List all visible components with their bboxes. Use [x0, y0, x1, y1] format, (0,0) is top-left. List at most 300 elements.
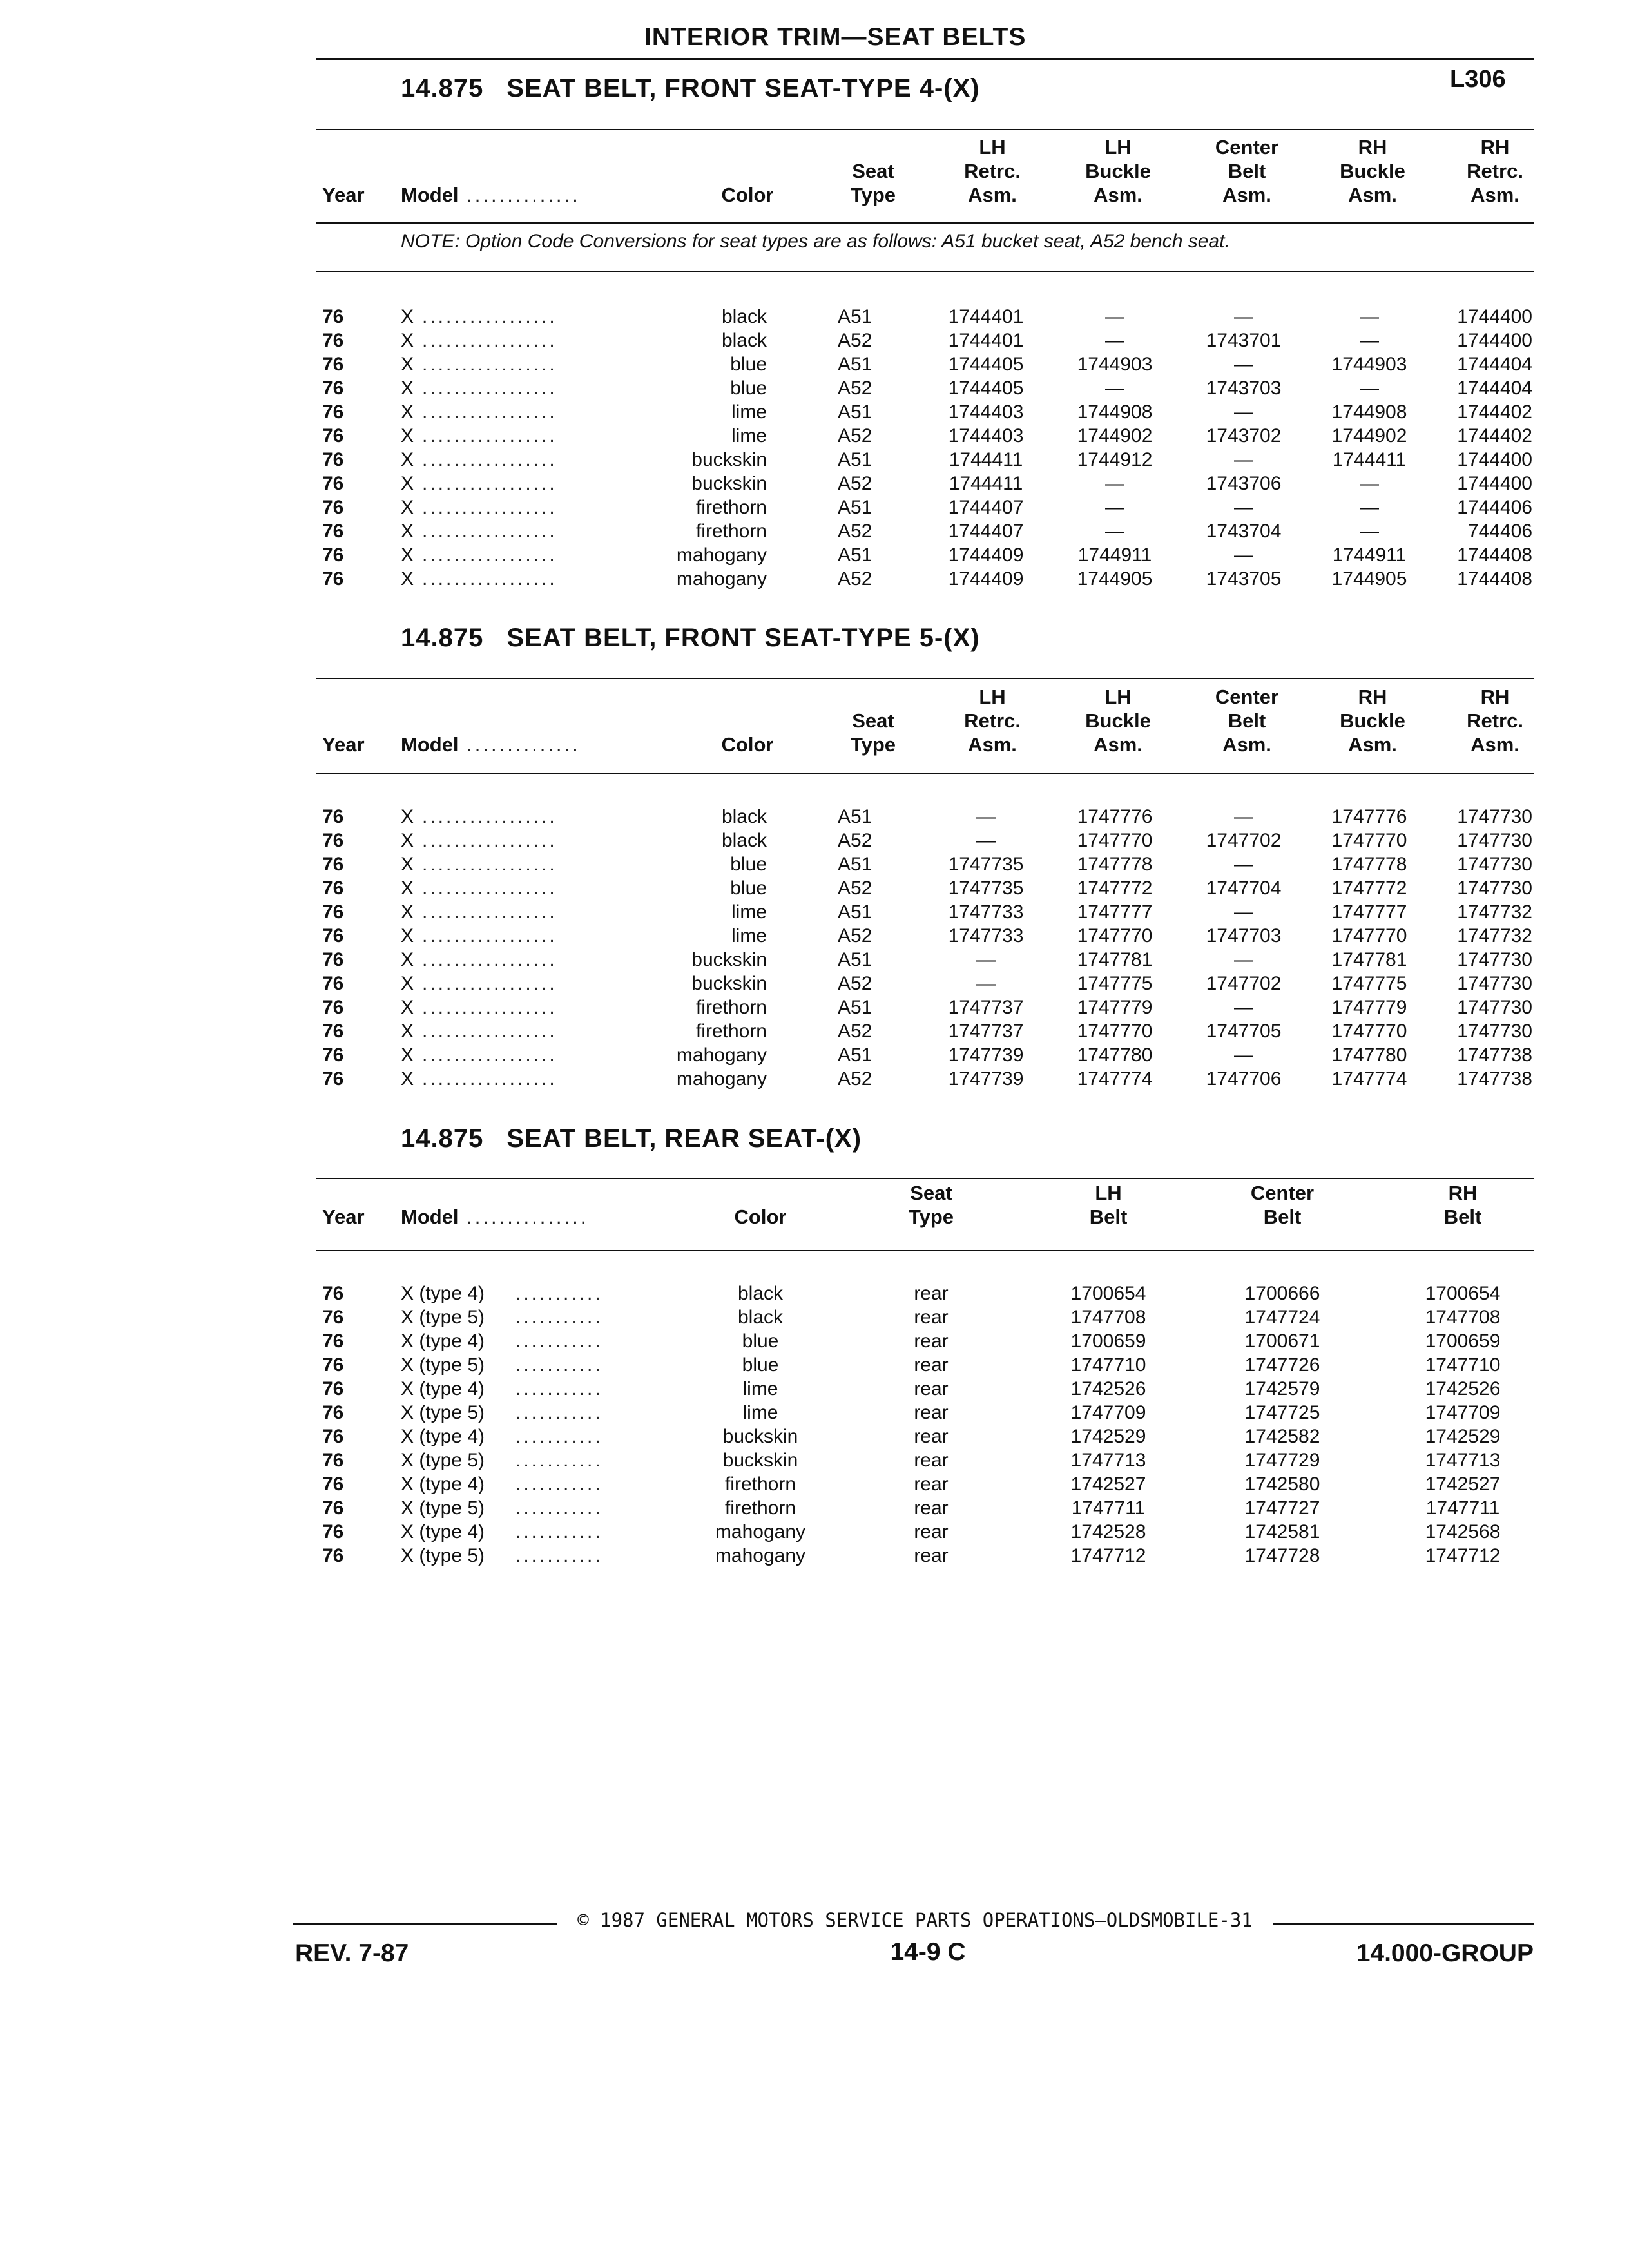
- row-seat-type: A51: [838, 901, 872, 923]
- row-color: black: [721, 306, 767, 327]
- row-color: buckskin: [722, 1450, 798, 1471]
- row-rh-buckle: 1747780: [1331, 1044, 1407, 1066]
- row-lh-retrc: —: [976, 949, 996, 970]
- footer-rule-left: [293, 1923, 557, 1925]
- column-header-rh-retrc: Retrc.: [1467, 709, 1523, 732]
- row-year: 76: [322, 1354, 344, 1376]
- row-rh-buckle: —: [1360, 473, 1379, 494]
- row-model: X (type 4): [401, 1378, 485, 1399]
- row-year: 76: [322, 521, 344, 542]
- row-lh-buckle: —: [1105, 521, 1124, 542]
- column-header-rh-buckle: Asm.: [1348, 733, 1397, 756]
- row-lh-belt: 1747713: [1070, 1450, 1146, 1471]
- leader-dots: .................: [422, 425, 557, 447]
- row-center-belt: 1700671: [1244, 1331, 1320, 1352]
- row-model: X: [401, 521, 414, 542]
- column-header-center-belt: Asm.: [1222, 184, 1271, 206]
- row-seat-type: A52: [838, 473, 872, 494]
- column-header-rh-belt: Belt: [1443, 1206, 1482, 1228]
- row-year: 76: [322, 1378, 344, 1399]
- row-seat-type: A51: [838, 401, 872, 423]
- column-header-seat-type: Type: [850, 184, 896, 206]
- note-rule: [316, 271, 1534, 272]
- leader-dots: ...........: [516, 1283, 603, 1304]
- column-header-rh-belt: RH: [1448, 1182, 1478, 1204]
- row-lh-retrc: 1744401: [948, 330, 1024, 351]
- row-lh-retrc: 1747737: [948, 1021, 1024, 1042]
- row-lh-belt: 1747711: [1071, 1497, 1146, 1519]
- row-color: buckskin: [691, 973, 767, 994]
- row-model: X: [401, 878, 414, 899]
- row-lh-belt: 1742526: [1070, 1378, 1146, 1399]
- leader-dots: .................: [422, 1068, 557, 1090]
- leader-dots: ..............: [458, 733, 581, 756]
- row-lh-retrc: 1744411: [949, 449, 1023, 470]
- row-rh-belt: 1700654: [1425, 1283, 1501, 1304]
- row-year: 76: [322, 378, 344, 399]
- row-lh-buckle: 1744912: [1077, 449, 1153, 470]
- row-rh-belt: 1700659: [1425, 1331, 1501, 1352]
- column-header-lh-retrc: Asm.: [968, 733, 1017, 756]
- row-model: X: [401, 806, 414, 827]
- row-year: 76: [322, 1331, 344, 1352]
- row-lh-belt: 1742528: [1070, 1521, 1146, 1542]
- row-seat-type: A52: [838, 330, 872, 351]
- row-rh-belt: 1742527: [1425, 1474, 1501, 1495]
- section-title-rear: [401, 1124, 885, 1153]
- row-lh-retrc: 1744405: [948, 378, 1024, 399]
- row-model: X: [401, 997, 414, 1018]
- row-lh-retrc: 1744403: [948, 425, 1024, 447]
- row-center-belt: 1747702: [1206, 973, 1282, 994]
- row-rh-buckle: 1747775: [1331, 973, 1407, 994]
- row-seat-type: rear: [914, 1307, 949, 1328]
- row-color: firethorn: [695, 497, 767, 518]
- model-label: Model: [401, 184, 459, 206]
- leader-dots: .................: [422, 1021, 557, 1042]
- row-rh-retrc: 1747732: [1457, 901, 1532, 923]
- column-header-lh-retrc: LH: [979, 686, 1006, 708]
- row-model: X (type 5): [401, 1402, 485, 1423]
- column-header-lh-buckle: Buckle: [1085, 709, 1151, 732]
- column-header-lh-buckle: LH: [1104, 136, 1132, 159]
- row-color: firethorn: [724, 1474, 796, 1495]
- column-header-rh-buckle: RH: [1358, 686, 1387, 708]
- row-rh-retrc: 1747730: [1457, 854, 1532, 875]
- row-model: X (type 5): [401, 1307, 485, 1328]
- row-color: mahogany: [676, 568, 767, 590]
- row-lh-buckle: 1747781: [1077, 949, 1153, 970]
- row-year: 76: [322, 854, 344, 875]
- row-lh-retrc: —: [976, 830, 996, 851]
- column-header-rh-retrc: RH: [1480, 136, 1510, 159]
- column-header-rh-retrc: Asm.: [1470, 184, 1519, 206]
- row-center-belt: —: [1234, 306, 1253, 327]
- row-year: 76: [322, 806, 344, 827]
- row-center-belt: 1742579: [1244, 1378, 1320, 1399]
- table-top-rule: [316, 129, 1534, 130]
- row-year: 76: [322, 306, 344, 327]
- leader-dots: ...........: [516, 1545, 603, 1566]
- row-lh-buckle: 1747776: [1077, 806, 1153, 827]
- leader-dots: ...........: [516, 1402, 603, 1423]
- row-center-belt: —: [1234, 997, 1253, 1018]
- column-header-lh-buckle: Asm.: [1094, 733, 1142, 756]
- row-seat-type: rear: [914, 1354, 949, 1376]
- section-number: 14.875: [401, 74, 484, 102]
- footer-page-number: 14-9 C: [890, 1938, 966, 1966]
- row-rh-buckle: 1747778: [1331, 854, 1407, 875]
- row-model: X (type 5): [401, 1354, 485, 1376]
- row-lh-buckle: —: [1105, 378, 1124, 399]
- row-center-belt: —: [1234, 854, 1253, 875]
- row-lh-buckle: 1747774: [1077, 1068, 1153, 1090]
- column-header-lh-retrc: Retrc.: [964, 709, 1021, 732]
- row-lh-belt: 1700659: [1070, 1331, 1146, 1352]
- leader-dots: .................: [422, 401, 557, 423]
- row-lh-buckle: 1747780: [1077, 1044, 1153, 1066]
- row-rh-buckle: —: [1360, 497, 1379, 518]
- row-lh-retrc: 1747739: [948, 1068, 1024, 1090]
- row-lh-retrc: 1744411: [949, 473, 1023, 494]
- row-color: buckskin: [691, 473, 767, 494]
- row-rh-retrc: 1747730: [1457, 830, 1532, 851]
- row-lh-buckle: 1744903: [1077, 354, 1153, 375]
- row-year: 76: [322, 1307, 344, 1328]
- row-center-belt: 1747702: [1206, 830, 1282, 851]
- row-rh-belt: 1747708: [1425, 1307, 1501, 1328]
- row-lh-retrc: —: [976, 806, 996, 827]
- row-rh-retrc: 1747730: [1457, 997, 1532, 1018]
- leader-dots: .................: [422, 997, 557, 1018]
- row-seat-type: A51: [838, 997, 872, 1018]
- row-center-belt: 1742582: [1244, 1426, 1320, 1447]
- column-header-rh-buckle: Buckle: [1340, 160, 1405, 182]
- leader-dots: .................: [422, 949, 557, 970]
- section-number: 14.875: [401, 624, 484, 652]
- row-model: X: [401, 949, 414, 970]
- column-header-color: Color: [721, 733, 774, 756]
- column-header-seat-type: Seat: [852, 160, 894, 182]
- row-center-belt: 1743702: [1206, 425, 1282, 447]
- row-seat-type: A52: [838, 925, 872, 947]
- row-year: 76: [322, 354, 344, 375]
- row-seat-type: rear: [914, 1378, 949, 1399]
- row-center-belt: 1743705: [1206, 568, 1282, 590]
- row-seat-type: A52: [838, 830, 872, 851]
- column-header-lh-belt: Belt: [1089, 1206, 1128, 1228]
- leader-dots: .................: [422, 854, 557, 875]
- row-center-belt: 1747705: [1206, 1021, 1282, 1042]
- row-lh-retrc: 1747737: [948, 997, 1024, 1018]
- row-seat-type: A51: [838, 949, 872, 970]
- row-color: buckskin: [691, 949, 767, 970]
- row-color: lime: [731, 901, 767, 923]
- row-lh-buckle: —: [1105, 497, 1124, 518]
- column-header-rh-buckle: Buckle: [1340, 709, 1405, 732]
- column-header-year: Year: [322, 1206, 365, 1228]
- row-lh-buckle: 1747778: [1077, 854, 1153, 875]
- row-seat-type: A51: [838, 449, 872, 470]
- row-center-belt: —: [1234, 901, 1253, 923]
- row-color: mahogany: [676, 1068, 767, 1090]
- row-rh-retrc: 1744404: [1457, 354, 1532, 375]
- row-center-belt: 1743706: [1206, 473, 1282, 494]
- row-seat-type: A52: [838, 378, 872, 399]
- column-header-seat-type: Seat: [910, 1182, 952, 1204]
- row-model: X: [401, 901, 414, 923]
- row-color: firethorn: [695, 997, 767, 1018]
- row-year: 76: [322, 878, 344, 899]
- row-model: X: [401, 497, 414, 518]
- leader-dots: ...........: [516, 1497, 603, 1519]
- row-color: lime: [731, 425, 767, 447]
- column-header-rh-buckle: RH: [1358, 136, 1387, 159]
- row-year: 76: [322, 830, 344, 851]
- page-code: L306: [1450, 66, 1506, 93]
- row-lh-buckle: 1747770: [1077, 830, 1153, 851]
- column-header-seat-type: Type: [908, 1206, 954, 1228]
- footer-revision: REV. 7-87: [295, 1939, 409, 1967]
- row-rh-buckle: 1744908: [1331, 401, 1407, 423]
- row-center-belt: 1747706: [1206, 1068, 1282, 1090]
- column-header-center-belt: Center: [1215, 136, 1279, 159]
- row-rh-buckle: 1747774: [1331, 1068, 1407, 1090]
- row-seat-type: A51: [838, 544, 872, 566]
- column-header-seat-type: Type: [850, 733, 896, 756]
- column-header-lh-retrc: LH: [979, 136, 1006, 159]
- row-lh-retrc: —: [976, 973, 996, 994]
- column-header-lh-retrc: Asm.: [968, 184, 1017, 206]
- row-color: blue: [742, 1354, 779, 1376]
- row-model: X: [401, 854, 414, 875]
- row-model: X: [401, 568, 414, 590]
- row-center-belt: 1747725: [1244, 1402, 1320, 1423]
- column-header-seat-type: Seat: [852, 709, 894, 732]
- row-year: 76: [322, 1474, 344, 1495]
- row-color: blue: [730, 878, 767, 899]
- column-header-rh-retrc: Asm.: [1470, 733, 1519, 756]
- row-rh-belt: 1742526: [1425, 1378, 1501, 1399]
- row-model: X: [401, 378, 414, 399]
- row-model: X (type 5): [401, 1450, 485, 1471]
- row-year: 76: [322, 568, 344, 590]
- row-center-belt: 1747728: [1244, 1545, 1320, 1566]
- column-header-lh-buckle: LH: [1104, 686, 1132, 708]
- row-rh-belt: 1747713: [1425, 1450, 1501, 1471]
- row-color: firethorn: [695, 521, 767, 542]
- section-title-front-type4: [401, 74, 1003, 103]
- row-year: 76: [322, 1021, 344, 1042]
- row-color: lime: [742, 1378, 778, 1399]
- row-year: 76: [322, 544, 344, 566]
- row-year: 76: [322, 449, 344, 470]
- row-rh-retrc: 1744400: [1457, 449, 1532, 470]
- column-header-model: [401, 183, 581, 207]
- row-rh-retrc: 1747732: [1457, 925, 1532, 947]
- row-rh-retrc: 1747730: [1457, 973, 1532, 994]
- leader-dots: ...........: [516, 1378, 603, 1399]
- row-lh-retrc: 1747733: [948, 901, 1024, 923]
- row-model: X: [401, 1021, 414, 1042]
- row-color: buckskin: [691, 449, 767, 470]
- row-rh-buckle: 1747772: [1331, 878, 1407, 899]
- leader-dots: .................: [422, 830, 557, 851]
- row-rh-retrc: 1744402: [1457, 425, 1532, 447]
- section-title-front-type5: [401, 624, 1003, 653]
- leader-dots: ...........: [516, 1474, 603, 1495]
- row-rh-buckle: 1744905: [1331, 568, 1407, 590]
- leader-dots: .................: [422, 973, 557, 994]
- row-color: blue: [742, 1331, 779, 1352]
- row-lh-retrc: 1744403: [948, 401, 1024, 423]
- row-model: X: [401, 354, 414, 375]
- row-center-belt: 1743701: [1206, 330, 1282, 351]
- row-seat-type: A52: [838, 568, 872, 590]
- row-seat-type: A51: [838, 497, 872, 518]
- row-seat-type: rear: [914, 1402, 949, 1423]
- row-seat-type: A52: [838, 973, 872, 994]
- row-rh-retrc: 1747738: [1457, 1044, 1532, 1066]
- row-seat-type: rear: [914, 1283, 949, 1304]
- row-rh-buckle: 1744902: [1331, 425, 1407, 447]
- table-header-rule: [316, 1250, 1534, 1251]
- table-top-rule: [316, 678, 1534, 679]
- row-model: X: [401, 1068, 414, 1090]
- leader-dots: .................: [422, 354, 557, 375]
- row-year: 76: [322, 330, 344, 351]
- row-model: X: [401, 973, 414, 994]
- row-rh-retrc: 744406: [1467, 521, 1532, 542]
- row-lh-retrc: 1744409: [948, 568, 1024, 590]
- row-rh-retrc: 1747730: [1457, 1021, 1532, 1042]
- row-rh-retrc: 1744400: [1457, 330, 1532, 351]
- footer-group: 14.000-GROUP: [1356, 1939, 1534, 1967]
- row-rh-buckle: —: [1360, 306, 1379, 327]
- section-number: 14.875: [401, 1124, 484, 1153]
- row-seat-type: rear: [914, 1331, 949, 1352]
- row-color: black: [721, 806, 767, 827]
- leader-dots: .................: [422, 521, 557, 542]
- row-lh-belt: 1747709: [1070, 1402, 1146, 1423]
- leader-dots: ...........: [516, 1354, 603, 1376]
- row-center-belt: —: [1234, 1044, 1253, 1066]
- row-lh-buckle: 1747772: [1077, 878, 1153, 899]
- column-header-color: Color: [734, 1206, 787, 1228]
- leader-dots: ...........: [516, 1521, 603, 1542]
- row-year: 76: [322, 1497, 344, 1519]
- model-label: Model: [401, 1206, 459, 1228]
- row-model: X: [401, 473, 414, 494]
- row-center-belt: 1742581: [1244, 1521, 1320, 1542]
- row-year: 76: [322, 401, 344, 423]
- row-lh-buckle: 1744905: [1077, 568, 1153, 590]
- row-year: 76: [322, 1044, 344, 1066]
- row-lh-buckle: 1747777: [1077, 901, 1153, 923]
- row-lh-buckle: 1747779: [1077, 997, 1153, 1018]
- row-model: X: [401, 449, 414, 470]
- row-model: X (type 4): [401, 1474, 485, 1495]
- row-seat-type: rear: [914, 1521, 949, 1542]
- row-lh-belt: 1742529: [1070, 1426, 1146, 1447]
- row-seat-type: A52: [838, 521, 872, 542]
- row-center-belt: 1747727: [1244, 1497, 1320, 1519]
- row-rh-retrc: 1747730: [1457, 806, 1532, 827]
- row-lh-buckle: —: [1105, 473, 1124, 494]
- column-header-lh-buckle: Asm.: [1094, 184, 1142, 206]
- row-lh-buckle: 1747770: [1077, 1021, 1153, 1042]
- row-model: X: [401, 425, 414, 447]
- row-seat-type: A51: [838, 354, 872, 375]
- column-header-lh-retrc: Retrc.: [964, 160, 1021, 182]
- row-seat-type: A52: [838, 425, 872, 447]
- row-rh-buckle: 1747777: [1331, 901, 1407, 923]
- row-center-belt: —: [1234, 449, 1253, 470]
- row-color: blue: [730, 354, 767, 375]
- row-year: 76: [322, 997, 344, 1018]
- footer-copyright: © 1987 GENERAL MOTORS SERVICE PARTS OPERATIONS—OLDSMOBILE-31: [577, 1909, 1253, 1931]
- row-color: lime: [742, 1402, 778, 1423]
- row-center-belt: —: [1234, 544, 1253, 566]
- column-header-center-belt: Belt: [1228, 709, 1266, 732]
- row-lh-belt: 1747708: [1070, 1307, 1146, 1328]
- row-rh-belt: 1747712: [1425, 1545, 1501, 1566]
- leader-dots: ...........: [516, 1307, 603, 1328]
- row-center-belt: 1747704: [1206, 878, 1282, 899]
- leader-dots: .................: [422, 497, 557, 518]
- row-color: firethorn: [695, 1021, 767, 1042]
- row-year: 76: [322, 1426, 344, 1447]
- row-rh-belt: 1747710: [1425, 1354, 1501, 1376]
- row-color: black: [737, 1307, 784, 1328]
- row-year: 76: [322, 949, 344, 970]
- row-model: X (type 4): [401, 1521, 485, 1542]
- row-rh-buckle: —: [1360, 330, 1379, 351]
- row-rh-buckle: —: [1360, 521, 1379, 542]
- leader-dots: ...........: [516, 1450, 603, 1471]
- row-model: X (type 4): [401, 1283, 485, 1304]
- row-rh-buckle: 1744411: [1332, 449, 1407, 470]
- row-rh-buckle: 1744911: [1332, 544, 1407, 566]
- row-color: black: [737, 1283, 784, 1304]
- row-lh-buckle: 1747770: [1077, 925, 1153, 947]
- row-lh-buckle: 1744902: [1077, 425, 1153, 447]
- row-model: X (type 5): [401, 1545, 485, 1566]
- row-model: X (type 5): [401, 1497, 485, 1519]
- row-rh-buckle: 1747770: [1331, 1021, 1407, 1042]
- column-header-model: [401, 733, 581, 756]
- leader-dots: .................: [422, 806, 557, 827]
- row-seat-type: rear: [914, 1450, 949, 1471]
- column-header-rh-retrc: RH: [1480, 686, 1510, 708]
- row-center-belt: 1747726: [1244, 1354, 1320, 1376]
- row-seat-type: A51: [838, 806, 872, 827]
- row-color: buckskin: [722, 1426, 798, 1447]
- row-lh-buckle: —: [1105, 306, 1124, 327]
- column-header-rh-retrc: Retrc.: [1467, 160, 1523, 182]
- row-color: mahogany: [715, 1521, 806, 1542]
- leader-dots: .................: [422, 901, 557, 923]
- leader-dots: .................: [422, 449, 557, 470]
- leader-dots: .................: [422, 568, 557, 590]
- row-rh-buckle: 1747770: [1331, 830, 1407, 851]
- row-year: 76: [322, 925, 344, 947]
- row-lh-retrc: 1744407: [948, 497, 1024, 518]
- row-seat-type: A51: [838, 854, 872, 875]
- row-rh-retrc: 1744404: [1457, 378, 1532, 399]
- section-name: SEAT BELT, FRONT SEAT-TYPE 5-(X): [506, 624, 980, 652]
- row-rh-buckle: 1747770: [1331, 925, 1407, 947]
